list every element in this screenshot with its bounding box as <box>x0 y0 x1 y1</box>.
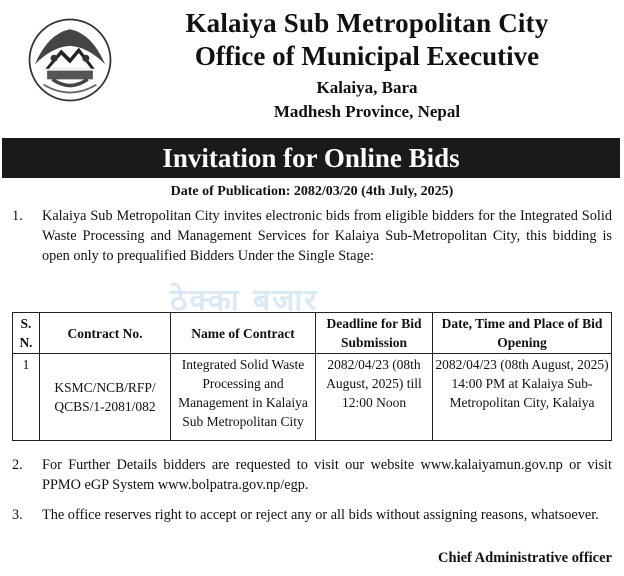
item-text: The office reserves right to accept or reject any or all bids without assigning reasons, whatsoever. <box>42 507 599 523</box>
item-number: 3. <box>12 507 23 523</box>
col-header-deadline: Deadline for Bid Submission <box>316 313 433 354</box>
col-header-contract-name: Name of Contract <box>171 313 316 354</box>
col-header-contract-no: Contract No. <box>40 313 171 354</box>
col-header-sn: S. N. <box>13 313 40 354</box>
col-header-opening: Date, Time and Place of Bid Opening <box>433 313 612 354</box>
item-number: 2. <box>12 457 23 473</box>
item-number: 1. <box>12 208 23 224</box>
cell-contract-no: KSMC/NCB/RFP/ QCBS/1-2081/082 <box>40 354 171 441</box>
address-line-2: Madhesh Province, Nepal <box>273 102 461 121</box>
bid-table <box>12 312 612 441</box>
notice-item-2 <box>12 455 612 495</box>
notice-item-3 <box>12 505 612 525</box>
header-text <box>110 6 624 124</box>
notice-item-1 <box>12 206 612 266</box>
office-name: Office of Municipal Executive <box>194 41 540 71</box>
notice-header <box>0 0 624 140</box>
address-line-1: Kalaiya, Bara <box>316 78 418 97</box>
publication-date: Date of Publication: 2082/03/20 (4th July, 2025) <box>170 184 454 199</box>
watermark: ठेक्का बजार <box>170 283 319 318</box>
item-text: For Further Details bidders are requested to visit our website www.kalaiyamun.gov.np or visit PPMO eGP System www.bolpatra.gov.np/egp. <box>42 457 612 493</box>
nepal-government-emblem-icon <box>26 16 114 104</box>
cell-contract-name: Integrated Solid Waste Processing and Management in Kalaiya Sub Metropolitan City <box>171 354 316 441</box>
table-row <box>13 354 612 441</box>
table-header-row <box>13 313 612 354</box>
cell-sn: 1 <box>13 354 40 441</box>
signatory-title: Chief Administrative officer <box>438 550 612 566</box>
cell-opening: 2082/04/23 (08th August, 2025) 14:00 PM at Kalaiya Sub-Metropolitan City, Kalaiya <box>433 354 612 441</box>
item-text: Kalaiya Sub Metropolitan City invites electronic bids from eligible bidders for the Integrated Solid Waste Processing and Management Services for Kalaiya Sub-Metropolitan City, this bidding is open only to prequalified Bidders Under the Single Stage: <box>42 208 612 264</box>
cell-deadline: 2082/04/23 (08th August, 2025) till 12:00 Noon <box>316 354 433 441</box>
city-name: Kalaiya Sub Metropolitan City <box>185 8 549 38</box>
notice-title-banner: Invitation for Online Bids <box>2 138 620 178</box>
